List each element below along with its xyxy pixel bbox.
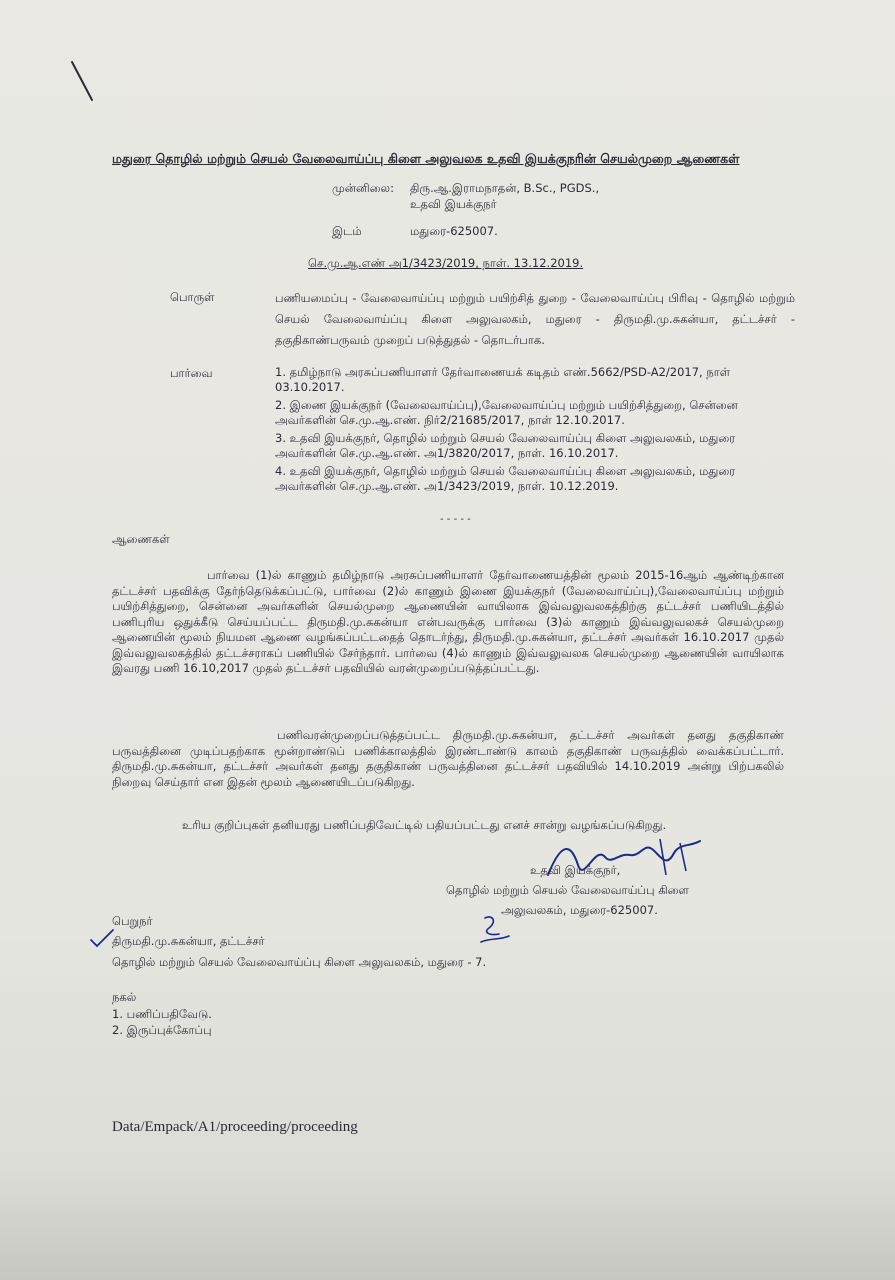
pen-stroke-mark (62, 58, 102, 106)
copy-item: 1. பணிப்பதிவேடு. (112, 1007, 212, 1021)
place-value: மதுரை-625007. (410, 224, 498, 238)
copy-label: நகல் (112, 990, 137, 1004)
presence-label: முன்னிலை: (332, 181, 394, 195)
reference-list (275, 365, 795, 497)
references-label: பார்வை (170, 366, 213, 380)
recipient-address: தொழில் மற்றும் செயல் வேலைவாய்ப்பு கிளை அலுவலகம், மதுரை - 7. (112, 955, 487, 969)
page-title: மதுரை தொழில் மற்றும் செயல் வேலைவாய்ப்பு கிளை அலுவலக உதவி இயக்குநரின் செயல்முறை ஆணைகள் (112, 151, 740, 166)
order-paragraph-3: உரிய குறிப்புகள் தனியரது பணிப்பதிவேட்டில் பதியப்பட்டது எனச் சான்று வழங்கப்படுகிறது. (182, 818, 667, 832)
order-paragraph-1: பார்வை (1)ல் காணும் தமிழ்நாடு அரசுப்பணியாளர் தேர்வாணையத்தின் மூலம் 2015-16ஆம் ஆண்டிற்கான தட்டச்சர் பதவிக்கு தேர்ந்தெடுக்கப்பட்டு, பார்வை (2)ல் காணும் இணை இயக்குநர் (வேலைவாய்ப்பு),வேலைவாய்ப்பு மற்றும் பயிற்சித்துறை, சென்னை அவர்களின் செயல்முறை ஆணையின் வாயிலாக இவ்வலுவலகத்திற்கு தட்டச்சர் பணியிடத்தில் பணிபுரிய ஒதுக்கீடு செய்யப்பட்ட திருமதி.மு.சுகன்யா என்பவருக்கு பார்வை (3)ல் காணும் இவ்வலுவலகச் செயல்முறை ஆணையின் மூலம் நியமன ஆணை வழங்கப்பட்டதைத் தொடர்ந்து, திருமதி.மு.சுகன்யா, தட்டச்சர் அவர்கள் 16.10.2017 முதல் இவ்வலுவலகத்தில் தட்டச்சராகப் பணியில் சேர்ந்தார். பார்வை (4)ல் காணும் இவ்வலுவலக செயல்முறை ஆணையின் வாயிலாக இவரது பணி 16.10,2017 முதல் தட்டச்சர் பதவியில் வரன்முறைப்படுத்தப்பட்டது. (112, 568, 784, 675)
presence-name: திரு.ஆ.இராமநாதன், B.Sc., PGDS., (410, 181, 600, 195)
reference-item: 4. உதவி இயக்குநர், தொழில் மற்றும் செயல் வேலைவாய்ப்பு கிளை அலுவலகம், மதுரை அவர்களின் செ.மு.ஆ.எண். அ1/3423/2019, நாள். 10.12.2019. (275, 464, 736, 493)
presence-designation: உதவி இயக்குநர் (410, 197, 497, 211)
place-label: இடம் (332, 224, 362, 238)
subject-label: பொருள் (170, 290, 215, 304)
signatory-office: தொழில் மற்றும் செயல் வேலைவாய்ப்பு கிளை (446, 883, 689, 897)
subject-text: பணியமைப்பு - வேலைவாய்ப்பு மற்றும் பயிற்சித் துறை - வேலைவாய்ப்பு பிரிவு - தொழில் மற்றும் செயல் வேலைவாய்ப்பு கிளை அலுவலகம், மதுரை - திருமதி.மு.சுகன்யா, தட்டச்சர் - தகுதிகாண்பருவம் முறைப் படுத்துதல் - தொடர்பாக. (275, 291, 795, 347)
signatory-title: உதவி இயக்குநர், (530, 863, 621, 877)
recipient-name: திருமதி.மு.சுகன்யா, தட்டச்சர் (112, 934, 265, 948)
reference-item: 2. இணை இயக்குநர் (வேலைவாய்ப்பு),வேலைவாய்ப்பு மற்றும் பயிற்சித்துறை, சென்னை அவர்களின் செ.மு.ஆ.எண். நிர்2/21685/2017, நாள் 12.10.2017. (275, 398, 738, 427)
initials-scribble (475, 912, 515, 948)
reference-number: செ.மு.ஆ.எண் அ1/3423/2019, நாள். 13.12.2019. (308, 256, 584, 270)
file-path: Data/Empack/A1/proceeding/proceeding (112, 1119, 358, 1135)
order-paragraph-2: பணிவரன்முறைப்படுத்தப்பட்ட திருமதி.மு.சுகன்யா, தட்டச்சர் அவர்கள் தனது தகுதிகாண் பருவத்தினை முடிப்பதற்காக மூன்றாண்டுப் பணிக்காலத்தில் இரண்டாண்டு காலம் தகுதிகாண் பருவத்தில் வைக்கப்பட்டார். திருமதி.மு.சுகன்யா, தட்டச்சர் அவர்கள் தனது தகுதிகாண் பருவத்தினை தட்டச்சர் பதவியில் 14.10.2019 அன்று பிற்பகலில் நிறைவு செய்தார் என இதன் மூலம் ஆணையிடப்படுகிறது. (112, 728, 784, 789)
orders-label: ஆணைகள் (112, 532, 170, 546)
copy-item: 2. இருப்புக்கோப்பு (112, 1023, 212, 1037)
separator: - - - - - (440, 514, 471, 525)
reference-item: 3. உதவி இயக்குநர், தொழில் மற்றும் செயல் வேலைவாய்ப்பு கிளை அலுவலகம், மதுரை அவர்களின் செ.மு.ஆ.எண். அ1/3820/2017, நாள். 16.10.2017. (275, 431, 736, 460)
signatory-address: அலுவலகம், மதுரை-625007. (501, 903, 658, 917)
page-shadow (0, 1170, 895, 1280)
recipient-label: பெறுநர் (112, 914, 153, 928)
reference-item: 1. தமிழ்நாடு அரசுப்பணியாளர் தேர்வாணையக் கடிதம் எண்.5662/PSD-A2/2017, நாள் 03.10.2017. (275, 365, 731, 394)
